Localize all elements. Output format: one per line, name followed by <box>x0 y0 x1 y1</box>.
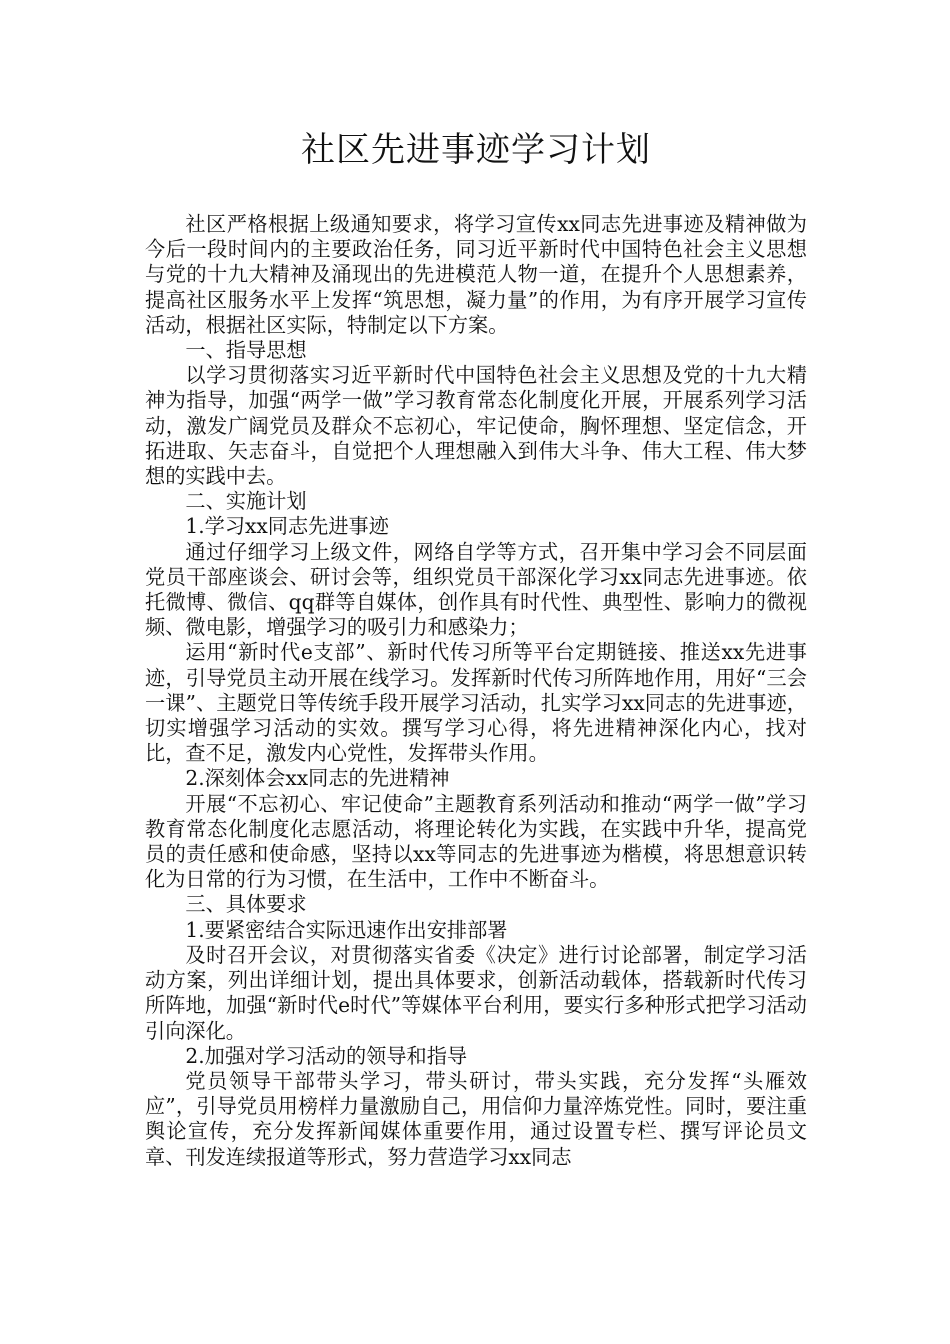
subheading-understand-spirit: 2.深刻体会xx同志的先进精神 <box>185 766 450 791</box>
study-deeds-paragraph-2: 运用“新时代e支部”、新时代传习所等平台定期链接、推送xx先进事迹，引导党员主动开展在线学习。发挥新时代传习所阵地作用，用好“三会一课”、主题党日等传统手段开展学习活动，扎实学习xx同志的先进事迹，切实增强学习活动的实效。撰写学习心得，将先进精神深化内心，找对比，查不足，激发内心党性，发挥带头作用。 <box>145 640 807 766</box>
intro-paragraph: 社区严格根据上级通知要求，将学习宣传xx同志先进事迹及精神做为今后一段时间内的主要政治任务，同习近平新时代中国特色社会主义思想与党的十九大精神及涌现出的先进模范人物一道，在提升个人思想素养，提高社区服务水平上发挥“筑思想，凝力量”的作用，为有序开展学习宣传活动，根据社区实际，特制定以下方案。 <box>145 212 807 337</box>
subheading-study-deeds: 1.学习xx同志先进事迹 <box>185 514 389 539</box>
document-page <box>145 120 807 1170</box>
understand-spirit-paragraph: 开展“不忘初心、牢记使命”主题教育系列活动和推动“两学一做”学习教育常态化制度化志愿活动，将理论转化为实践，在实践中升华，提高党员的责任感和使命感，坚持以xx等同志的先进事迹为楷模，将思想意识转化为日常的行为习惯，在生活中，工作中不断奋斗。 <box>145 791 807 892</box>
guiding-ideology-paragraph: 以学习贯彻落实习近平新时代中国特色社会主义思想及党的十九大精神为指导，加强“两学一做”学习教育常态化制度化开展，开展系列学习活动，激发广阔党员及群众不忘初心，牢记使命，胸怀理想、坚定信念，开拓进取、矢志奋斗，自觉把个人理想融入到伟大斗争、伟大工程、伟大梦想的实践中去。 <box>145 363 807 489</box>
subheading-leadership-guidance: 2.加强对学习活动的领导和指导 <box>185 1043 468 1068</box>
document-body <box>145 212 807 1170</box>
leadership-guidance-paragraph: 党员领导干部带头学习，带头研讨，带头实践，充分发挥“头雁效应”，引导党员用榜样力量激励自己，用信仰力量淬炼党性。同时，要注重舆论宣传，充分发挥新闻媒体重要作用，通过设置专栏、撰写评论员文章、刊发连续报道等形式，努力营造学习xx同志 <box>145 1068 807 1169</box>
document-title: 社区先进事迹学习计划 <box>301 130 651 170</box>
subheading-arrange-deployment: 1.要紧密结合实际迅速作出安排部署 <box>185 917 508 942</box>
arrange-deployment-paragraph: 及时召开会议，对贯彻落实省委《决定》进行讨论部署，制定学习活动方案，列出详细计划，提出具体要求，创新活动载体，搭载新时代传习所阵地，加强“新时代e时代”等媒体平台利用，要实行多种形式把学习活动引向深化。 <box>145 942 807 1043</box>
section-heading-implementation-plan: 二、实施计划 <box>185 489 307 514</box>
study-deeds-paragraph-1: 通过仔细学习上级文件，网络自学等方式，召开集中学习会不同层面党员干部座谈会、研讨会等，组织党员干部深化学习xx同志先进事迹。依托微博、微信、qq群等自媒体，创作具有时代性、典型性、影响力的微视频、微电影，增强学习的吸引力和感染力； <box>145 539 807 640</box>
section-heading-guiding-ideology: 一、指导思想 <box>185 338 307 363</box>
section-heading-specific-requirements: 三、具体要求 <box>185 892 307 917</box>
